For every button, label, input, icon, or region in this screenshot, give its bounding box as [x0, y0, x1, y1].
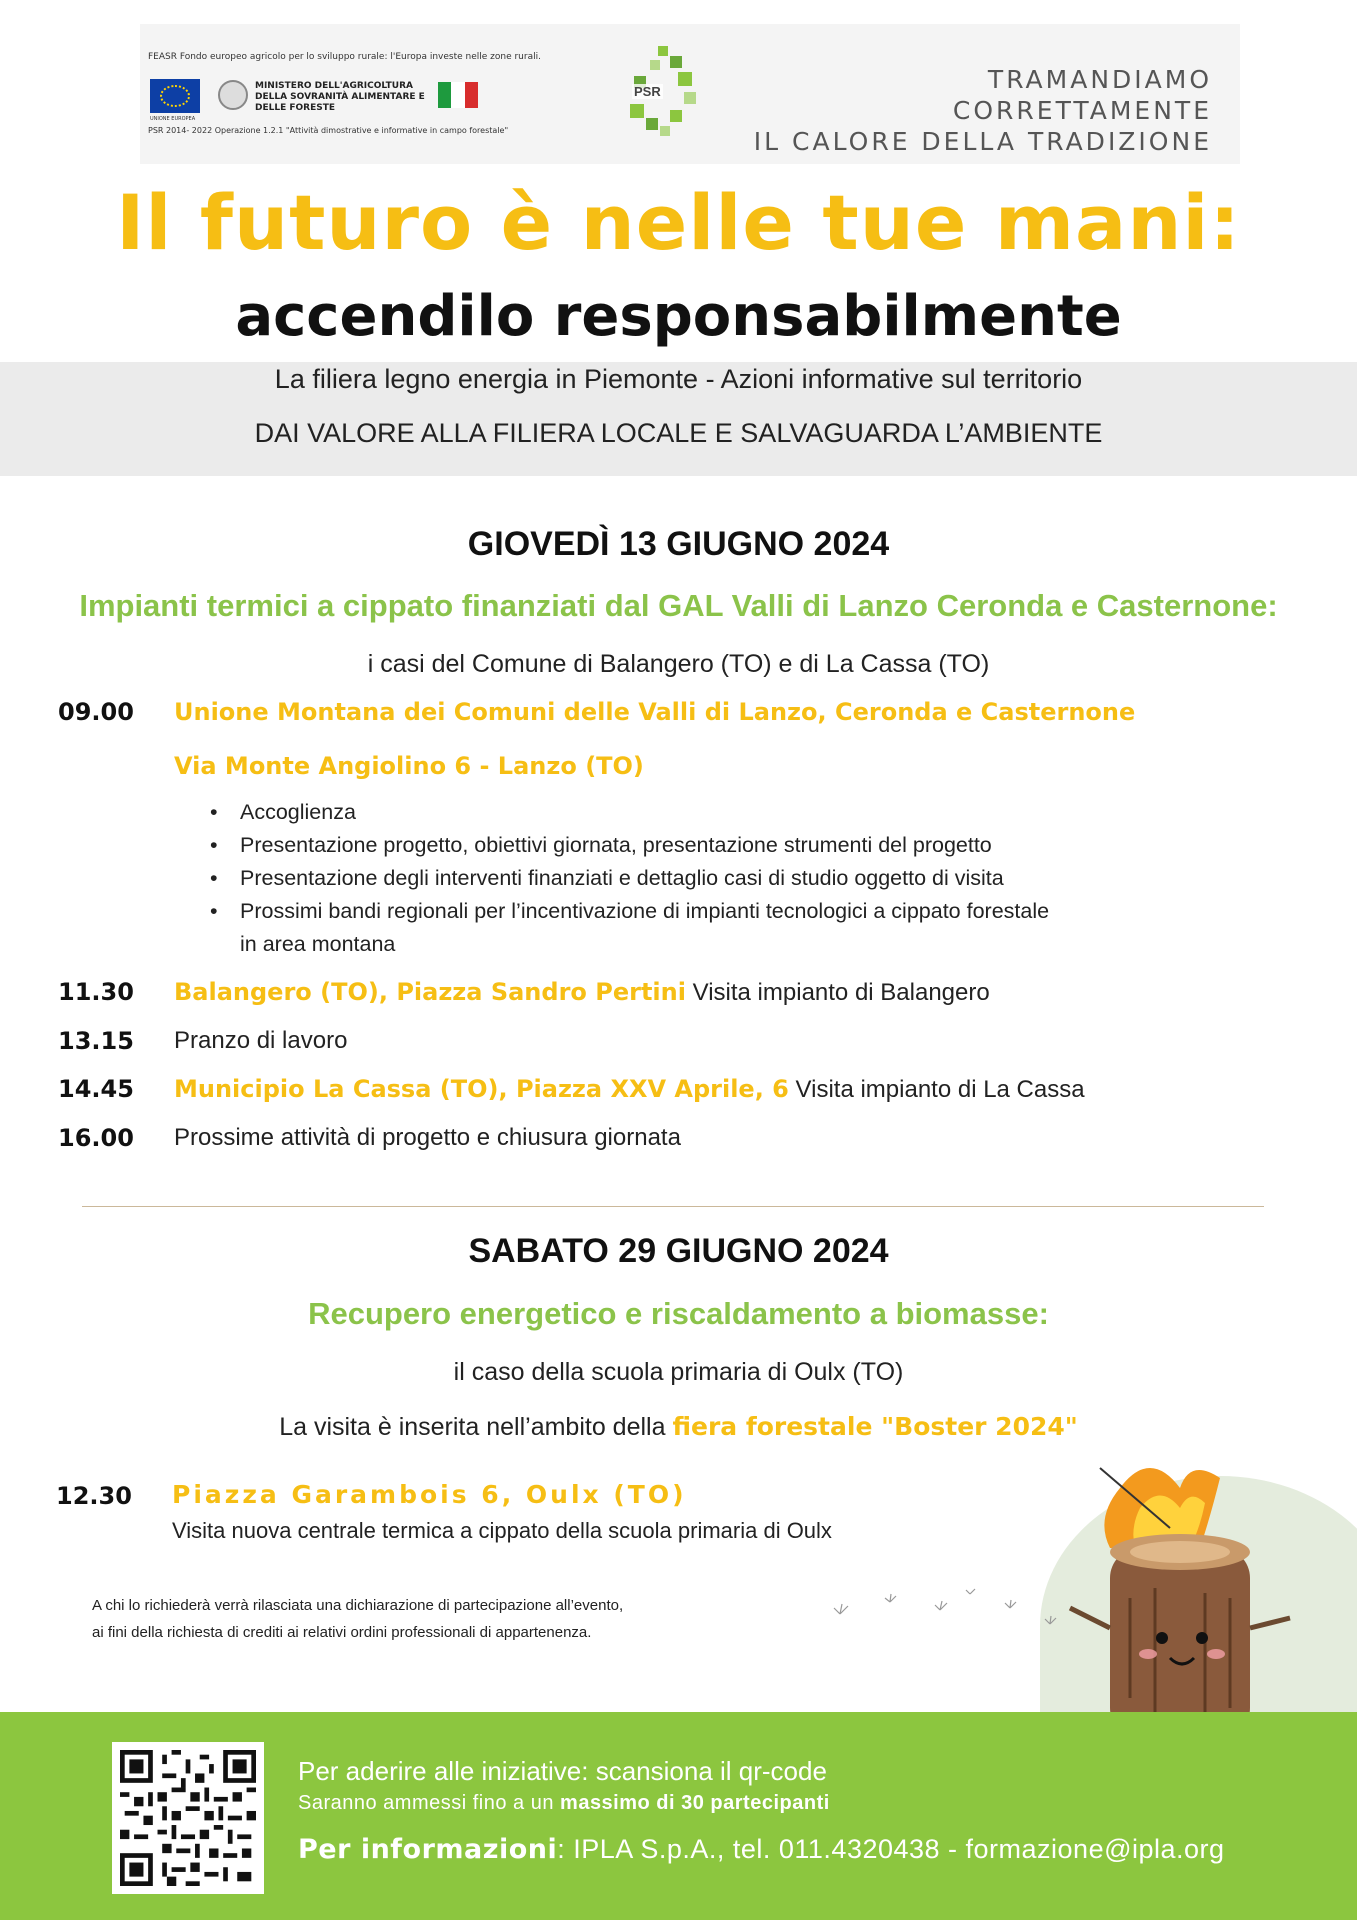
italian-republic-seal-icon [218, 80, 248, 110]
limit-bold: massimo di 30 partecipanti [560, 1792, 830, 1814]
schedule-address: Via Monte Angiolino 6 - Lanzo (TO) [174, 752, 644, 780]
slogan-line-1: TRAMANDIAMO CORRETTAMENTE [952, 65, 1212, 125]
schedule-place: Municipio La Cassa (TO), Piazza XXV Aprile, 6 [174, 1075, 789, 1103]
schedule-text: Visita nuova centrale termica a cippato della scuola primaria di Oulx [172, 1518, 832, 1543]
eu-flag-icon [150, 79, 200, 113]
schedule-time: 11.30 [58, 978, 134, 1006]
info-line [298, 1834, 1225, 1865]
event-2-title: Recupero energetico e riscaldamento a biomasse: [308, 1296, 1049, 1331]
qr-code-icon[interactable] [112, 1742, 264, 1894]
schedule-place: Piazza Garambois 6, Oulx (TO) [172, 1480, 687, 1509]
schedule-time: 16.00 [58, 1124, 134, 1152]
feasr-text: FEASR Fondo europeo agricolo per lo sviluppo rurale: l'Europa investe nelle zone rurali. [148, 52, 541, 62]
schedule-place: Balangero (TO), Piazza Sandro Pertini [174, 978, 686, 1006]
schedule-entry [174, 978, 990, 1007]
schedule-time: 12.30 [56, 1482, 132, 1510]
intro-line-2: DAI VALORE ALLA FILIERA LOCALE E SALVAGUARDA L’AMBIENTE [254, 418, 1103, 448]
eu-caption: UNIONE EUROPEA [150, 116, 196, 122]
event-1-subtitle: i casi del Comune di Balangero (TO) e di La Cassa (TO) [367, 650, 990, 678]
fair-name: fiera forestale "Boster 2024" [672, 1412, 1078, 1441]
slogan [732, 64, 1212, 157]
italy-flag-icon [438, 82, 478, 108]
event-2-fair-line: La visita è inserita nell’ambito della fiera forestale "Boster 2024" [279, 1412, 1078, 1441]
schedule-text: Pranzo di lavoro [174, 1027, 348, 1054]
event-2-date: SABATO 29 GIUGNO 2024 [468, 1232, 889, 1270]
limit-line: Saranno ammessi fino a un massimo di 30 partecipanti [298, 1792, 830, 1814]
agenda-list [210, 796, 1049, 961]
event-1-date: GIOVEDÌ 13 GIUGNO 2024 [467, 525, 890, 563]
psr-logo-label: PSR [634, 84, 661, 99]
join-label: Per aderire alle iniziative [298, 1756, 582, 1786]
logo-header [140, 24, 1240, 164]
schedule-entry [174, 1075, 1085, 1104]
agenda-item-continuation: in area montana [240, 932, 396, 956]
join-text: : scansiona il qr-code [581, 1756, 827, 1786]
schedule-place: Unione Montana dei Comuni delle Valli di Lanzo, Ceronda e Casternone [174, 698, 1136, 726]
schedule-text: Prossime attività di progetto e chiusura giornata [174, 1124, 681, 1151]
sub-title: accendilo responsabilmente [235, 284, 1122, 349]
intro-line-1: La filiera legno energia in Piemonte - Azioni informative sul territorio [274, 364, 1083, 394]
event-2-subtitle: il caso della scuola primaria di Oulx (TO) [453, 1358, 904, 1386]
info-label: Per informazioni [298, 1834, 558, 1865]
schedule-text: Visita impianto di La Cassa [788, 1076, 1085, 1103]
agenda-item: • Presentazione degli interventi finanziati e dettaglio casi di studio oggetto di visita [210, 862, 1049, 895]
join-line [298, 1756, 827, 1787]
main-title: Il futuro è nelle tue mani: [116, 178, 1241, 267]
event-1-title: Impianti termici a cippato finanziati dal GAL Valli di Lanzo Ceronda e Casternone: [79, 588, 1278, 623]
schedule-time: 13.15 [58, 1027, 134, 1055]
agenda-item: • Presentazione progetto, obiettivi giornata, presentazione strumenti del progetto [210, 829, 1049, 862]
schedule-time: 09.00 [58, 698, 134, 726]
agenda-item: • Prossimi bandi regionali per l’incentivazione di impianti tecnologici a cippato forestale [210, 895, 1049, 928]
ministry-name: MINISTERO DELL'AGRICOLTURA DELLA SOVRANITÀ ALIMENTARE E DELLE FORESTE [255, 81, 425, 113]
agenda-item: • Accoglienza [210, 796, 1049, 829]
psr-operation-text: PSR 2014- 2022 Operazione 1.2.1 "Attività dimostrative e informative in campo forestale" [148, 126, 509, 135]
slogan-line-2: IL CALORE DELLA TRADIZIONE [753, 127, 1212, 156]
info-contacts: : IPLA S.p.A., tel. 011.4320438 - formazione@ipla.org [557, 1834, 1225, 1864]
participation-note: A chi lo richiederà verrà rilasciata una dichiarazione di partecipazione all’evento, ai fini della richiesta di crediti ai relativi ordini professionali di appartenenza. [92, 1597, 624, 1641]
schedule-time: 14.45 [58, 1075, 134, 1103]
schedule-text: Visita impianto di Balangero [685, 979, 990, 1006]
section-divider [82, 1206, 1264, 1207]
